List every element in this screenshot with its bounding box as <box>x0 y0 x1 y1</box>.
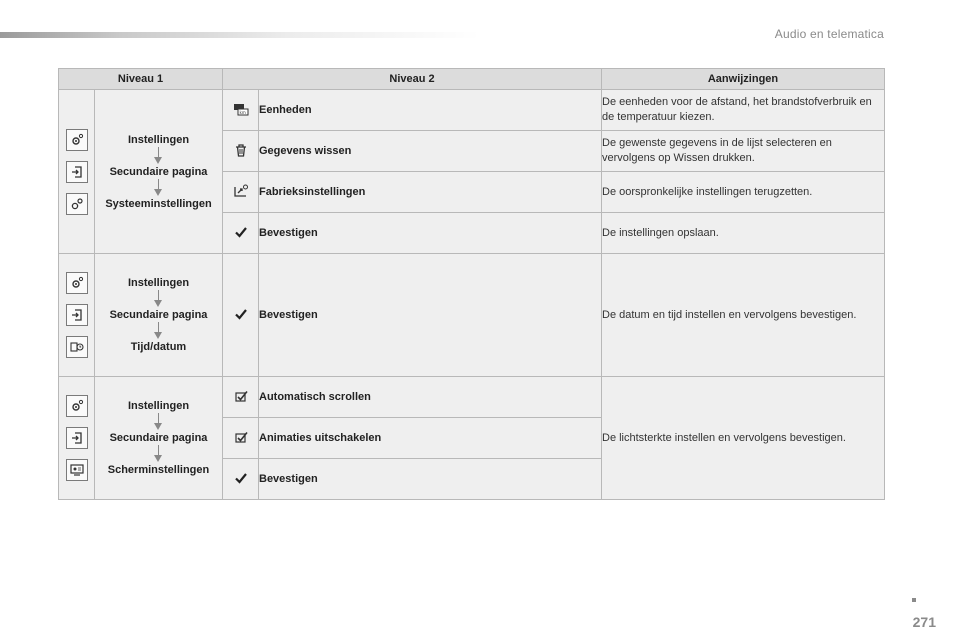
down-arrow-icon <box>153 290 164 308</box>
description: De datum en tijd instellen en vervolgens bevestigen. <box>602 254 885 377</box>
path-step: Instellingen <box>127 400 190 412</box>
function-label: Fabrieksinstellingen <box>259 172 602 213</box>
function-label: Eenheden <box>259 90 602 131</box>
checkbox-icon <box>223 418 259 459</box>
trash-icon <box>223 131 259 172</box>
level1-path-cell <box>95 90 223 254</box>
path-step: Secundaire pagina <box>109 432 208 444</box>
page-number: 271 <box>912 614 936 630</box>
down-arrow-icon <box>153 179 164 197</box>
down-arrow-icon <box>153 445 164 463</box>
settings-icon <box>66 129 88 151</box>
page-marker <box>912 598 916 602</box>
function-label: Bevestigen <box>259 213 602 254</box>
col-header-notes: Aanwijzingen <box>602 69 885 90</box>
svg-text:km: km <box>239 109 246 115</box>
level1-icons-cell <box>59 377 95 500</box>
table-row <box>59 377 885 418</box>
down-arrow-icon <box>153 147 164 165</box>
settings-icon <box>66 395 88 417</box>
col-header-level2: Niveau 2 <box>223 69 602 90</box>
units-icon <box>223 90 259 131</box>
secondary-page-icon <box>66 161 88 183</box>
menu-table <box>58 68 885 500</box>
function-label: Bevestigen <box>259 459 602 500</box>
section-title: Audio en telematica <box>774 27 884 41</box>
function-label: Gegevens wissen <box>259 131 602 172</box>
description: De instellingen opslaan. <box>602 213 885 254</box>
factory-settings-icon <box>223 172 259 213</box>
description: De oorspronkelijke instellingen terugzetten. <box>602 172 885 213</box>
down-arrow-icon <box>153 413 164 431</box>
path-step: Instellingen <box>127 277 190 289</box>
secondary-page-icon <box>66 304 88 326</box>
description: De lichtsterkte instellen en vervolgens bevestigen. <box>602 377 885 500</box>
secondary-page-icon <box>66 427 88 449</box>
level1-icons-cell <box>59 254 95 377</box>
description: De gewenste gegevens in de lijst selecteren en vervolgens op Wissen drukken. <box>602 131 885 172</box>
description: De eenheden voor de afstand, het brandstofverbruik en de temperatuur kiezen. <box>602 90 885 131</box>
clock-calendar-icon <box>66 336 88 358</box>
path-step: Instellingen <box>127 133 190 146</box>
function-label: Animaties uitschakelen <box>259 418 602 459</box>
check-icon <box>223 213 259 254</box>
path-step: Systeeminstellingen <box>105 197 212 210</box>
down-arrow-icon <box>153 322 164 340</box>
settings-icon <box>66 272 88 294</box>
table-header-row <box>59 69 885 90</box>
table-row <box>59 254 885 377</box>
level1-path-cell <box>95 254 223 377</box>
table-row <box>59 90 885 131</box>
function-label: Automatisch scrollen <box>259 377 602 418</box>
check-icon <box>223 254 259 377</box>
col-header-level1: Niveau 1 <box>59 69 223 90</box>
system-settings-icon <box>66 193 88 215</box>
path-step: Secundaire pagina <box>109 165 208 178</box>
function-label: Bevestigen <box>259 254 602 377</box>
checkbox-icon <box>223 377 259 418</box>
check-icon <box>223 459 259 500</box>
level1-icons-cell <box>59 90 95 254</box>
level1-path-cell <box>95 377 223 500</box>
header-gradient-bar <box>0 32 480 38</box>
path-step: Secundaire pagina <box>109 309 208 321</box>
path-step: Scherminstellingen <box>107 464 210 476</box>
path-step: Tijd/datum <box>130 341 187 353</box>
screen-settings-icon <box>66 459 88 481</box>
